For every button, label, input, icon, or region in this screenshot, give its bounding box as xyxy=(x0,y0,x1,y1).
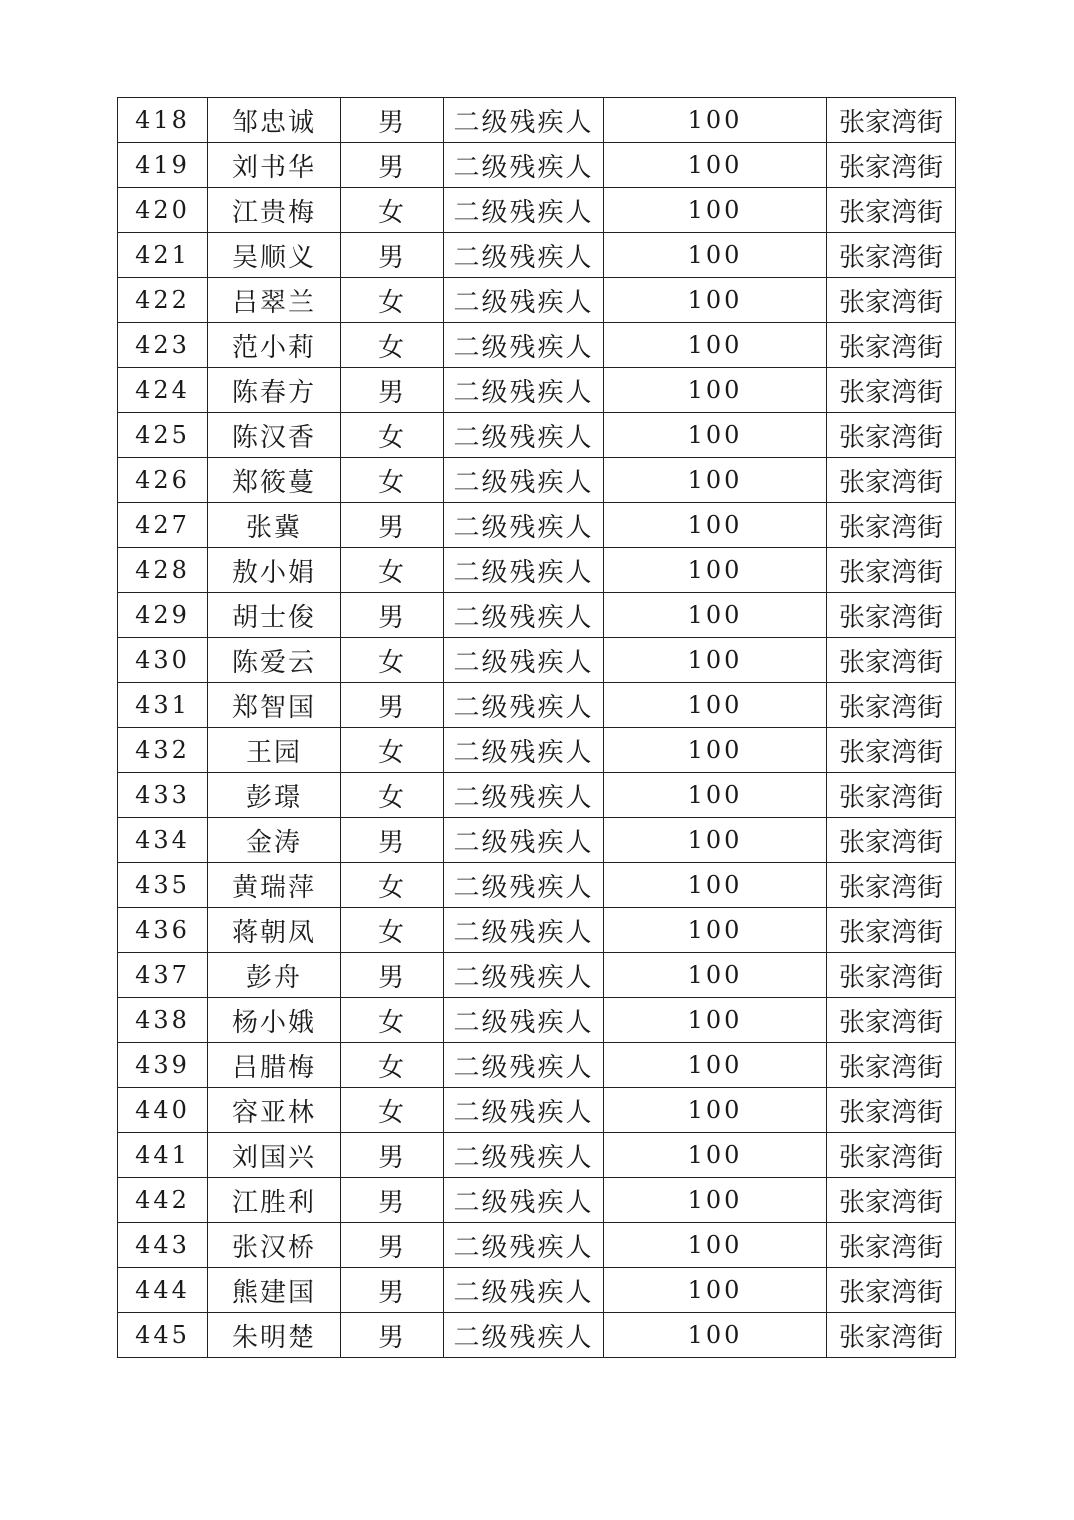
street-cell: 张家湾街 xyxy=(827,863,956,908)
row-number-cell: 431 xyxy=(118,683,208,728)
category-cell: 二级残疾人 xyxy=(444,233,604,278)
name-cell: 陈春方 xyxy=(208,368,341,413)
category-cell: 二级残疾人 xyxy=(444,1268,604,1313)
row-number-cell: 438 xyxy=(118,998,208,1043)
amount-cell: 100 xyxy=(604,323,827,368)
name-cell: 陈爱云 xyxy=(208,638,341,683)
table-row xyxy=(118,323,956,368)
street-cell: 张家湾街 xyxy=(827,548,956,593)
name-cell: 张冀 xyxy=(208,503,341,548)
category-cell: 二级残疾人 xyxy=(444,278,604,323)
category-cell: 二级残疾人 xyxy=(444,188,604,233)
name-cell: 黄瑞萍 xyxy=(208,863,341,908)
name-cell: 金涛 xyxy=(208,818,341,863)
street-cell: 张家湾街 xyxy=(827,1043,956,1088)
name-cell: 彭璟 xyxy=(208,773,341,818)
name-cell: 郑筱蔓 xyxy=(208,458,341,503)
gender-cell: 女 xyxy=(341,413,444,458)
amount-cell: 100 xyxy=(604,1313,827,1358)
gender-cell: 女 xyxy=(341,638,444,683)
street-cell: 张家湾街 xyxy=(827,998,956,1043)
gender-cell: 女 xyxy=(341,323,444,368)
street-cell: 张家湾街 xyxy=(827,1133,956,1178)
gender-cell: 男 xyxy=(341,818,444,863)
row-number-cell: 442 xyxy=(118,1178,208,1223)
amount-cell: 100 xyxy=(604,188,827,233)
table-row xyxy=(118,233,956,278)
category-cell: 二级残疾人 xyxy=(444,413,604,458)
table-body xyxy=(118,98,956,1358)
row-number-cell: 439 xyxy=(118,1043,208,1088)
recipient-table xyxy=(117,97,956,1358)
amount-cell: 100 xyxy=(604,413,827,458)
street-cell: 张家湾街 xyxy=(827,503,956,548)
amount-cell: 100 xyxy=(604,818,827,863)
table-row xyxy=(118,683,956,728)
amount-cell: 100 xyxy=(604,233,827,278)
street-cell: 张家湾街 xyxy=(827,908,956,953)
amount-cell: 100 xyxy=(604,728,827,773)
amount-cell: 100 xyxy=(604,1223,827,1268)
amount-cell: 100 xyxy=(604,1268,827,1313)
table-row xyxy=(118,1088,956,1133)
table-row xyxy=(118,863,956,908)
street-cell: 张家湾街 xyxy=(827,1088,956,1133)
gender-cell: 女 xyxy=(341,863,444,908)
street-cell: 张家湾街 xyxy=(827,413,956,458)
amount-cell: 100 xyxy=(604,368,827,413)
table-row xyxy=(118,593,956,638)
name-cell: 吴顺义 xyxy=(208,233,341,278)
category-cell: 二级残疾人 xyxy=(444,1178,604,1223)
row-number-cell: 430 xyxy=(118,638,208,683)
name-cell: 敖小娟 xyxy=(208,548,341,593)
street-cell: 张家湾街 xyxy=(827,1268,956,1313)
row-number-cell: 428 xyxy=(118,548,208,593)
name-cell: 彭舟 xyxy=(208,953,341,998)
street-cell: 张家湾街 xyxy=(827,233,956,278)
amount-cell: 100 xyxy=(604,503,827,548)
row-number-cell: 434 xyxy=(118,818,208,863)
street-cell: 张家湾街 xyxy=(827,773,956,818)
category-cell: 二级残疾人 xyxy=(444,548,604,593)
table-row xyxy=(118,503,956,548)
name-cell: 蒋朝凤 xyxy=(208,908,341,953)
category-cell: 二级残疾人 xyxy=(444,1043,604,1088)
name-cell: 江贵梅 xyxy=(208,188,341,233)
gender-cell: 女 xyxy=(341,1088,444,1133)
amount-cell: 100 xyxy=(604,1178,827,1223)
street-cell: 张家湾街 xyxy=(827,188,956,233)
amount-cell: 100 xyxy=(604,143,827,188)
street-cell: 张家湾街 xyxy=(827,818,956,863)
category-cell: 二级残疾人 xyxy=(444,818,604,863)
street-cell: 张家湾街 xyxy=(827,368,956,413)
row-number-cell: 433 xyxy=(118,773,208,818)
gender-cell: 男 xyxy=(341,503,444,548)
name-cell: 江胜利 xyxy=(208,1178,341,1223)
table-row xyxy=(118,953,956,998)
name-cell: 邹忠诚 xyxy=(208,98,341,143)
table-row xyxy=(118,1313,956,1358)
table-row xyxy=(118,773,956,818)
table-row xyxy=(118,458,956,503)
name-cell: 张汉桥 xyxy=(208,1223,341,1268)
gender-cell: 女 xyxy=(341,728,444,773)
table-row xyxy=(118,638,956,683)
gender-cell: 男 xyxy=(341,1268,444,1313)
amount-cell: 100 xyxy=(604,638,827,683)
gender-cell: 女 xyxy=(341,908,444,953)
gender-cell: 女 xyxy=(341,548,444,593)
row-number-cell: 422 xyxy=(118,278,208,323)
category-cell: 二级残疾人 xyxy=(444,143,604,188)
name-cell: 朱明楚 xyxy=(208,1313,341,1358)
amount-cell: 100 xyxy=(604,548,827,593)
row-number-cell: 440 xyxy=(118,1088,208,1133)
gender-cell: 男 xyxy=(341,233,444,278)
street-cell: 张家湾街 xyxy=(827,1313,956,1358)
row-number-cell: 435 xyxy=(118,863,208,908)
street-cell: 张家湾街 xyxy=(827,278,956,323)
name-cell: 刘国兴 xyxy=(208,1133,341,1178)
amount-cell: 100 xyxy=(604,593,827,638)
table-row xyxy=(118,1043,956,1088)
row-number-cell: 427 xyxy=(118,503,208,548)
table-row xyxy=(118,1223,956,1268)
table-row xyxy=(118,548,956,593)
row-number-cell: 421 xyxy=(118,233,208,278)
amount-cell: 100 xyxy=(604,683,827,728)
amount-cell: 100 xyxy=(604,953,827,998)
name-cell: 胡士俊 xyxy=(208,593,341,638)
name-cell: 熊建国 xyxy=(208,1268,341,1313)
amount-cell: 100 xyxy=(604,278,827,323)
name-cell: 王园 xyxy=(208,728,341,773)
street-cell: 张家湾街 xyxy=(827,323,956,368)
table-row xyxy=(118,818,956,863)
row-number-cell: 423 xyxy=(118,323,208,368)
category-cell: 二级残疾人 xyxy=(444,98,604,143)
table-row xyxy=(118,98,956,143)
category-cell: 二级残疾人 xyxy=(444,1313,604,1358)
table-row xyxy=(118,368,956,413)
table-row xyxy=(118,188,956,233)
category-cell: 二级残疾人 xyxy=(444,593,604,638)
name-cell: 杨小娥 xyxy=(208,998,341,1043)
row-number-cell: 437 xyxy=(118,953,208,998)
category-cell: 二级残疾人 xyxy=(444,863,604,908)
street-cell: 张家湾街 xyxy=(827,953,956,998)
gender-cell: 男 xyxy=(341,143,444,188)
category-cell: 二级残疾人 xyxy=(444,368,604,413)
street-cell: 张家湾街 xyxy=(827,728,956,773)
category-cell: 二级残疾人 xyxy=(444,683,604,728)
gender-cell: 男 xyxy=(341,98,444,143)
name-cell: 刘书华 xyxy=(208,143,341,188)
gender-cell: 男 xyxy=(341,1178,444,1223)
street-cell: 张家湾街 xyxy=(827,98,956,143)
table-row xyxy=(118,1268,956,1313)
gender-cell: 女 xyxy=(341,998,444,1043)
gender-cell: 男 xyxy=(341,683,444,728)
amount-cell: 100 xyxy=(604,1043,827,1088)
category-cell: 二级残疾人 xyxy=(444,323,604,368)
street-cell: 张家湾街 xyxy=(827,1178,956,1223)
row-number-cell: 426 xyxy=(118,458,208,503)
row-number-cell: 424 xyxy=(118,368,208,413)
gender-cell: 男 xyxy=(341,1223,444,1268)
gender-cell: 男 xyxy=(341,368,444,413)
category-cell: 二级残疾人 xyxy=(444,1223,604,1268)
table-row xyxy=(118,728,956,773)
gender-cell: 女 xyxy=(341,458,444,503)
table-row xyxy=(118,143,956,188)
name-cell: 吕翠兰 xyxy=(208,278,341,323)
row-number-cell: 420 xyxy=(118,188,208,233)
category-cell: 二级残疾人 xyxy=(444,1088,604,1133)
category-cell: 二级残疾人 xyxy=(444,458,604,503)
table-row xyxy=(118,278,956,323)
name-cell: 吕腊梅 xyxy=(208,1043,341,1088)
row-number-cell: 445 xyxy=(118,1313,208,1358)
row-number-cell: 429 xyxy=(118,593,208,638)
row-number-cell: 443 xyxy=(118,1223,208,1268)
gender-cell: 女 xyxy=(341,773,444,818)
table-row xyxy=(118,998,956,1043)
row-number-cell: 444 xyxy=(118,1268,208,1313)
name-cell: 范小莉 xyxy=(208,323,341,368)
amount-cell: 100 xyxy=(604,1088,827,1133)
row-number-cell: 425 xyxy=(118,413,208,458)
name-cell: 陈汉香 xyxy=(208,413,341,458)
amount-cell: 100 xyxy=(604,98,827,143)
amount-cell: 100 xyxy=(604,773,827,818)
category-cell: 二级残疾人 xyxy=(444,773,604,818)
table-row xyxy=(118,413,956,458)
gender-cell: 男 xyxy=(341,953,444,998)
table-row xyxy=(118,1133,956,1178)
street-cell: 张家湾街 xyxy=(827,683,956,728)
row-number-cell: 436 xyxy=(118,908,208,953)
gender-cell: 男 xyxy=(341,593,444,638)
street-cell: 张家湾街 xyxy=(827,638,956,683)
amount-cell: 100 xyxy=(604,998,827,1043)
street-cell: 张家湾街 xyxy=(827,593,956,638)
gender-cell: 女 xyxy=(341,188,444,233)
category-cell: 二级残疾人 xyxy=(444,908,604,953)
table-row xyxy=(118,908,956,953)
category-cell: 二级残疾人 xyxy=(444,503,604,548)
gender-cell: 女 xyxy=(341,1043,444,1088)
row-number-cell: 441 xyxy=(118,1133,208,1178)
category-cell: 二级残疾人 xyxy=(444,1133,604,1178)
amount-cell: 100 xyxy=(604,1133,827,1178)
gender-cell: 女 xyxy=(341,278,444,323)
category-cell: 二级残疾人 xyxy=(444,998,604,1043)
street-cell: 张家湾街 xyxy=(827,1223,956,1268)
table-row xyxy=(118,1178,956,1223)
row-number-cell: 419 xyxy=(118,143,208,188)
gender-cell: 男 xyxy=(341,1313,444,1358)
gender-cell: 男 xyxy=(341,1133,444,1178)
name-cell: 容亚林 xyxy=(208,1088,341,1133)
name-cell: 郑智国 xyxy=(208,683,341,728)
category-cell: 二级残疾人 xyxy=(444,953,604,998)
row-number-cell: 432 xyxy=(118,728,208,773)
amount-cell: 100 xyxy=(604,908,827,953)
amount-cell: 100 xyxy=(604,863,827,908)
amount-cell: 100 xyxy=(604,458,827,503)
street-cell: 张家湾街 xyxy=(827,458,956,503)
category-cell: 二级残疾人 xyxy=(444,728,604,773)
street-cell: 张家湾街 xyxy=(827,143,956,188)
row-number-cell: 418 xyxy=(118,98,208,143)
category-cell: 二级残疾人 xyxy=(444,638,604,683)
